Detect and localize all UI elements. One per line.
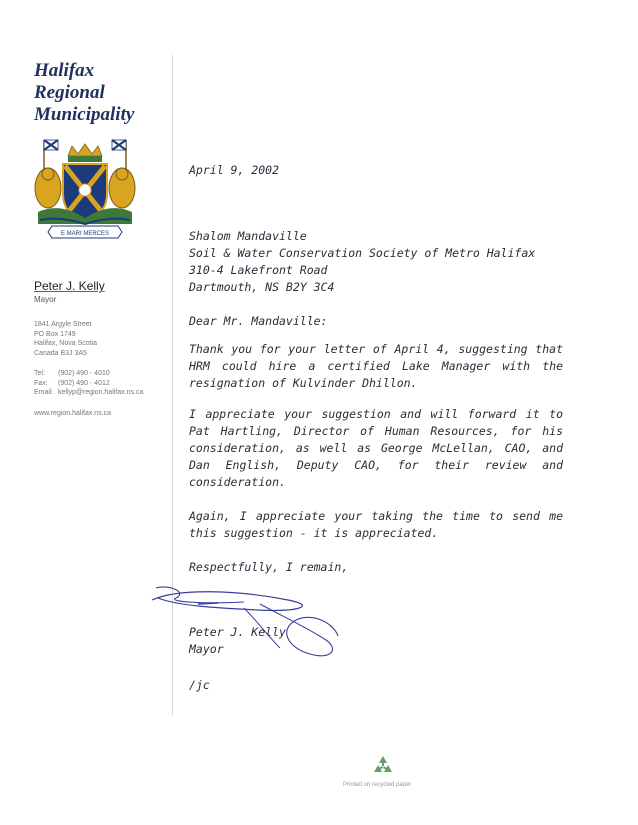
org-name-line: Regional: [34, 82, 105, 103]
body-paragraph: I appreciate your suggestion and will forward it to Pat Hartling, Director of Human Resources, for his consideration, as well as George McLellan, CAO, and Dan English, Deputy CAO, for their review and consideration.: [189, 407, 563, 489]
body-paragraph: Again, I appreciate your taking the time to send me this suggestion - it is appreciated.: [189, 509, 563, 540]
contact-label: Tel:: [34, 370, 45, 377]
address-line: 1841 Argyle Street: [34, 321, 92, 328]
recipient-address: [189, 228, 563, 296]
crest-motto: E MARI MERCES: [60, 231, 110, 237]
sender-name: Peter J. Kelly: [34, 279, 105, 293]
address-line: Canada B3J 3A5: [34, 349, 87, 357]
contact-value: (902) 490 - 4012: [58, 379, 110, 387]
contact-value: (902) 490 - 4010: [58, 370, 110, 377]
recycled-paper-note: Printed on recycled paper: [343, 782, 412, 788]
contact-email: [34, 388, 143, 398]
address-line: Halifax, Nova Scotia: [34, 340, 98, 347]
contact-label: Fax:: [34, 379, 48, 387]
letter-date: April 9, 2002: [189, 163, 280, 177]
org-name: [34, 60, 164, 126]
mailing-address: [34, 320, 97, 358]
contact-info: [34, 369, 143, 398]
recipient-line: Soil & Water Conservation Society of Metro Halifax: [189, 246, 536, 260]
org-name-line: Halifax: [34, 60, 95, 81]
contact-tel: [34, 369, 143, 379]
salutation: Dear Mr. Mandaville:: [189, 314, 328, 328]
website: www.region.halifax.ns.ca: [34, 410, 112, 417]
recipient-line: Dartmouth, NS B2Y 3C4: [189, 280, 335, 294]
contact-fax: [34, 379, 143, 389]
contact-label: Email:: [34, 389, 54, 396]
signer-block: [189, 624, 563, 658]
recycle-icon: [370, 753, 396, 779]
signer-title: Mayor: [189, 642, 224, 656]
recipient-line: 310-4 Lakefront Road: [189, 263, 328, 277]
typist-initials: /jc: [189, 678, 210, 692]
body-paragraph: Thank you for your letter of April 4, suggesting that HRM could hire a certified Lake Manager with the resignation of Kulvinder Dhillon.: [189, 342, 563, 390]
signer-name: Peter J. Kelly: [189, 625, 286, 639]
sender-title: Mayor: [34, 295, 57, 304]
org-name-line: Municipality: [34, 104, 135, 125]
address-line: PO Box 1749: [34, 330, 76, 338]
coat-of-arms-icon: [30, 132, 140, 242]
closing: Respectfully, I remain,: [189, 560, 349, 574]
contact-value: kellyp@region.halifax.ns.ca: [58, 389, 144, 396]
recipient-line: Shalom Mandaville: [189, 229, 307, 243]
